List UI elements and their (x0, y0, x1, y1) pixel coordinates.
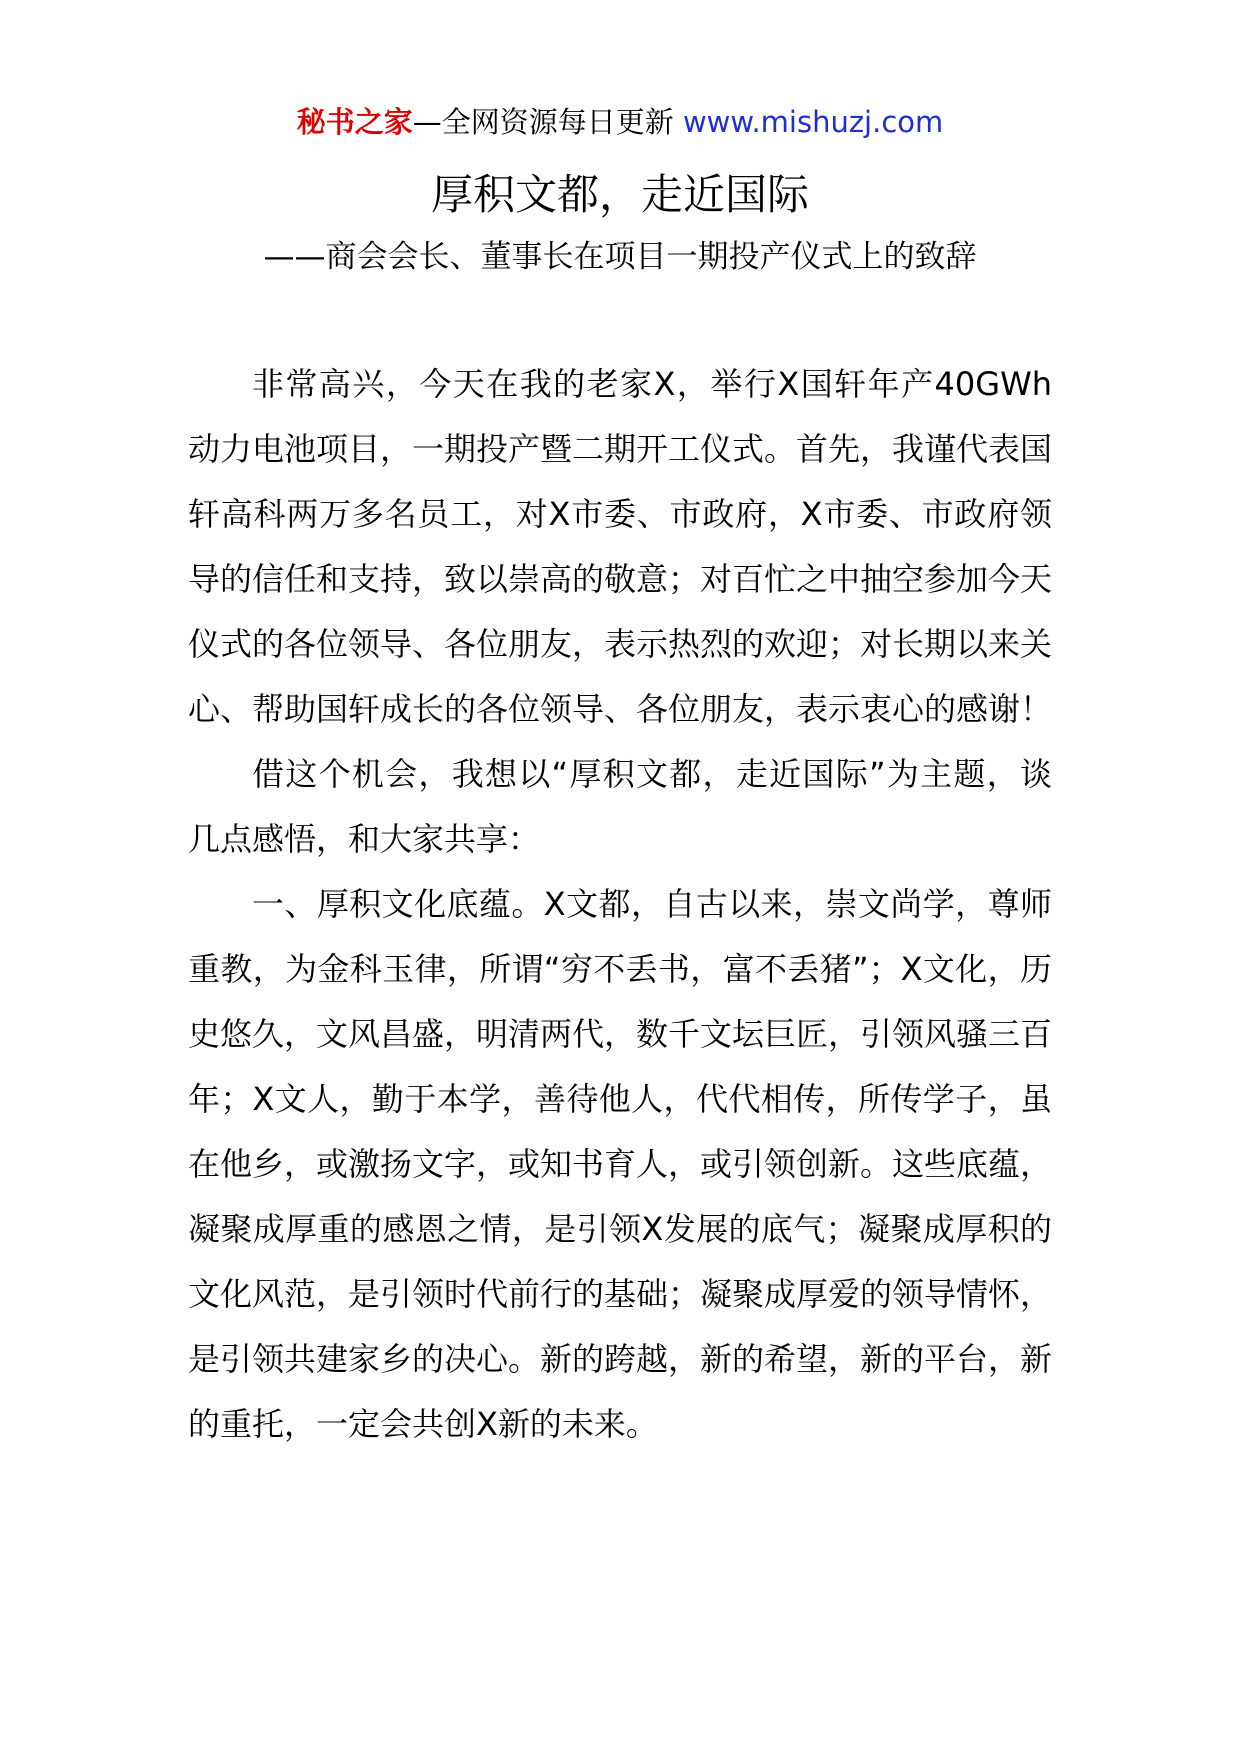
site-header (0, 100, 1240, 144)
header-tagline: —全网资源每日更新 (412, 105, 683, 139)
document-title: 厚积文都，走近国际 (430, 170, 809, 219)
paragraph: 一、厚积文化底蕴。X文都，自古以来，崇文尚学，尊师重教，为金科玉律，所谓“穷不丢书，富不丢猪”；X文化，历史悠久，文风昌盛，明清两代，数千文坛巨匠，引领风骚三百年；X文人，勤于本学，善待他人，代代相传，所传学子，虽在他乡，或激扬文字，或知书育人，或引领创新。这些底蕴，凝聚成厚重的感恩之情，是引领X发展的底气；凝聚成厚积的文化风范，是引领时代前行的基础；凝聚成厚爱的领导情怀，是引领共建家乡的决心。新的跨越，新的希望，新的平台，新的重托，一定会共创X新的未来。 (188, 885, 1053, 1443)
paragraph: 非常高兴，今天在我的老家X，举行X国轩年产40GWh动力电池项目，一期投产暨二期开工仪式。首先，我谨代表国轩高科两万多名员工，对X市委、市政府，X市委、市政府领导的信任和支持，致以崇高的敬意；对百忙之中抽空参加今天仪式的各位领导、各位朋友，表示热烈的欢迎；对长期以来关心、帮助国轩成长的各位领导、各位朋友，表示衷心的感谢！ (188, 365, 1053, 728)
paragraph: 借这个机会，我想以“厚积文都，走近国际”为主题，谈几点感悟，和大家共享： (188, 755, 1052, 858)
brand-name: 秘书之家 (296, 105, 413, 139)
document-subtitle: ——商会会长、董事长在项目一期投产仪式上的致辞 (263, 239, 977, 275)
site-url-link[interactable]: www.mishuzj.com (682, 105, 944, 139)
document-body (188, 352, 1052, 1457)
